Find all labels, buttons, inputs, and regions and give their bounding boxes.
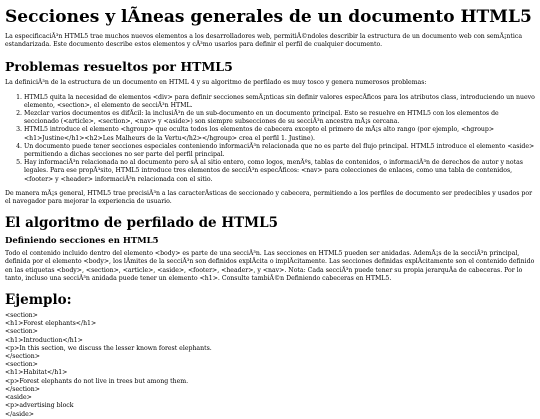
code-line: <p>Forest elephants do not live in trees but among them.	[5, 377, 189, 385]
example-heading: Ejemplo:	[5, 292, 72, 309]
code-line: </aside>	[5, 410, 34, 418]
list-item: 1. HTML5 quita la necesidad de elementos <div> para definir secciones semÃ¡nticas sin definir valores especÃficos para los atributos class, introduciendo un nuevo elemento, <section>, el elemento de secciÃ³n HTML.	[24, 94, 535, 110]
code-line: <h1>Introduction</h1>	[5, 336, 83, 344]
code-line: </section>	[5, 385, 40, 393]
list-item: 5. Hay informaciÃ³n relacionada no al documento pero sÃ al sitio entero, como logos, menÃºs, tablas de contenidos, o informaciÃ³n de derechos de autor y notas legales. Para ese propÃ³sito, HTML5 introduce tres elementos de secciÃ³n especÃficos: <nav> para colecciones de enlaces, como una tabla de contenidos, <footer> y <header> informaciÃ³n relacionada con el sitio.	[24, 159, 535, 184]
problems-lead: La definiciÃ³n de la estructura de un documento en HTML 4 y su algoritmo de perfilado es muy tosco y genera numerosos problemas:	[5, 79, 427, 87]
code-line: <p>In this section, we discuss the lesser known forest elephants.	[5, 344, 212, 352]
code-line: <h1>Forest elephants</h1>	[5, 320, 97, 328]
problems-list	[5, 94, 535, 184]
list-item: 3. HTML5 introduce el elemento <hgroup> que oculta todos los elementos de cabecera excepto el primero de mÃ¡s alto rango (por ejemplo, <hgroup> <h1>Justine</h1><h2>Les Malheurs de la Vertu</h2></hgroup> crea el perfil 1. Justine).	[24, 126, 535, 142]
code-line: <section>	[5, 328, 38, 336]
intro-paragraph: La especificaciÃ³n HTML5 trae muchos nuevos elementos a los desarrolladores web, permitiÃ©ndoles describir la estructura de un documento web con semÃ¡ntica estandarizada. Este documento describe estos elementos y cÃ³mo usarlos para definir el perfil de cualquier documento.	[5, 33, 523, 49]
page-title: Secciones y lÃneas generales de un documento HTML5	[5, 7, 532, 27]
problems-closing: De manera mÃ¡s general, HTML5 trae precisiÃ³n a las caracterÃsticas de seccionado y cabecera, permitiendo a los perfiles de documento ser predecibles y usados por el navegador para mejorar la experiencia de usuario.	[5, 189, 533, 206]
code-line: <section>	[5, 312, 38, 320]
example-code	[5, 312, 535, 419]
algorithm-text: Todo el contenido incluido dentro del elemento <body> es parte de una secciÃ³n. Las secciones en HTML5 pueden ser anidadas. AdemÃ¡s de la secciÃ³n principal, definida por el elemento <body>, los lÃmites de la secciÃ³n son definidos explÃcita o implÃcitamente. Las secciones definidas explÃcitamente son el contenido definido en las etiquetas <body>, <section>, <article>, <aside>, <footer>, <header>, y <nav>. Nota: Cada secciÃ³n puede tener su propia jerarquÃa de cabeceras. Por lo tanto, incluso una secciÃ³n anidada puede tener un elemento <h1>. Consulte tambiÃ©n Definiendo cabeceras en HTML5.	[5, 250, 535, 282]
algorithm-heading: El algoritmo de perfilado de HTML5	[5, 215, 278, 232]
list-item: 2. Mezclar varios documentos es difÃcil: la inclusiÃ³n de un sub-documento en un documento principal. Esto se resuelve en HTML5 con los elementos de seccionado (<article>, <section>, <nav> y <aside>) son siempre subsecciones de su secciÃ³n ancestra mÃ¡s cercana.	[24, 110, 535, 126]
code-line: <aside>	[5, 394, 32, 402]
list-item: 4. Un documento puede tener secciones especiales conteniendo informaciÃ³n relacionada que no es parte del flujo principal. HTML5 introduce el elemento <aside> permitiendo a dichas secciones no ser parte del perfil principal.	[24, 143, 535, 159]
problems-heading: Problemas resueltos por HTML5	[5, 59, 233, 75]
code-line: <section>	[5, 361, 38, 369]
code-line: <h1>Habitat</h1>	[5, 369, 68, 377]
code-line: <p>advertising block	[5, 402, 74, 410]
code-line: </section>	[5, 353, 40, 361]
algorithm-subheading: Definiendo secciones en HTML5	[5, 236, 159, 247]
